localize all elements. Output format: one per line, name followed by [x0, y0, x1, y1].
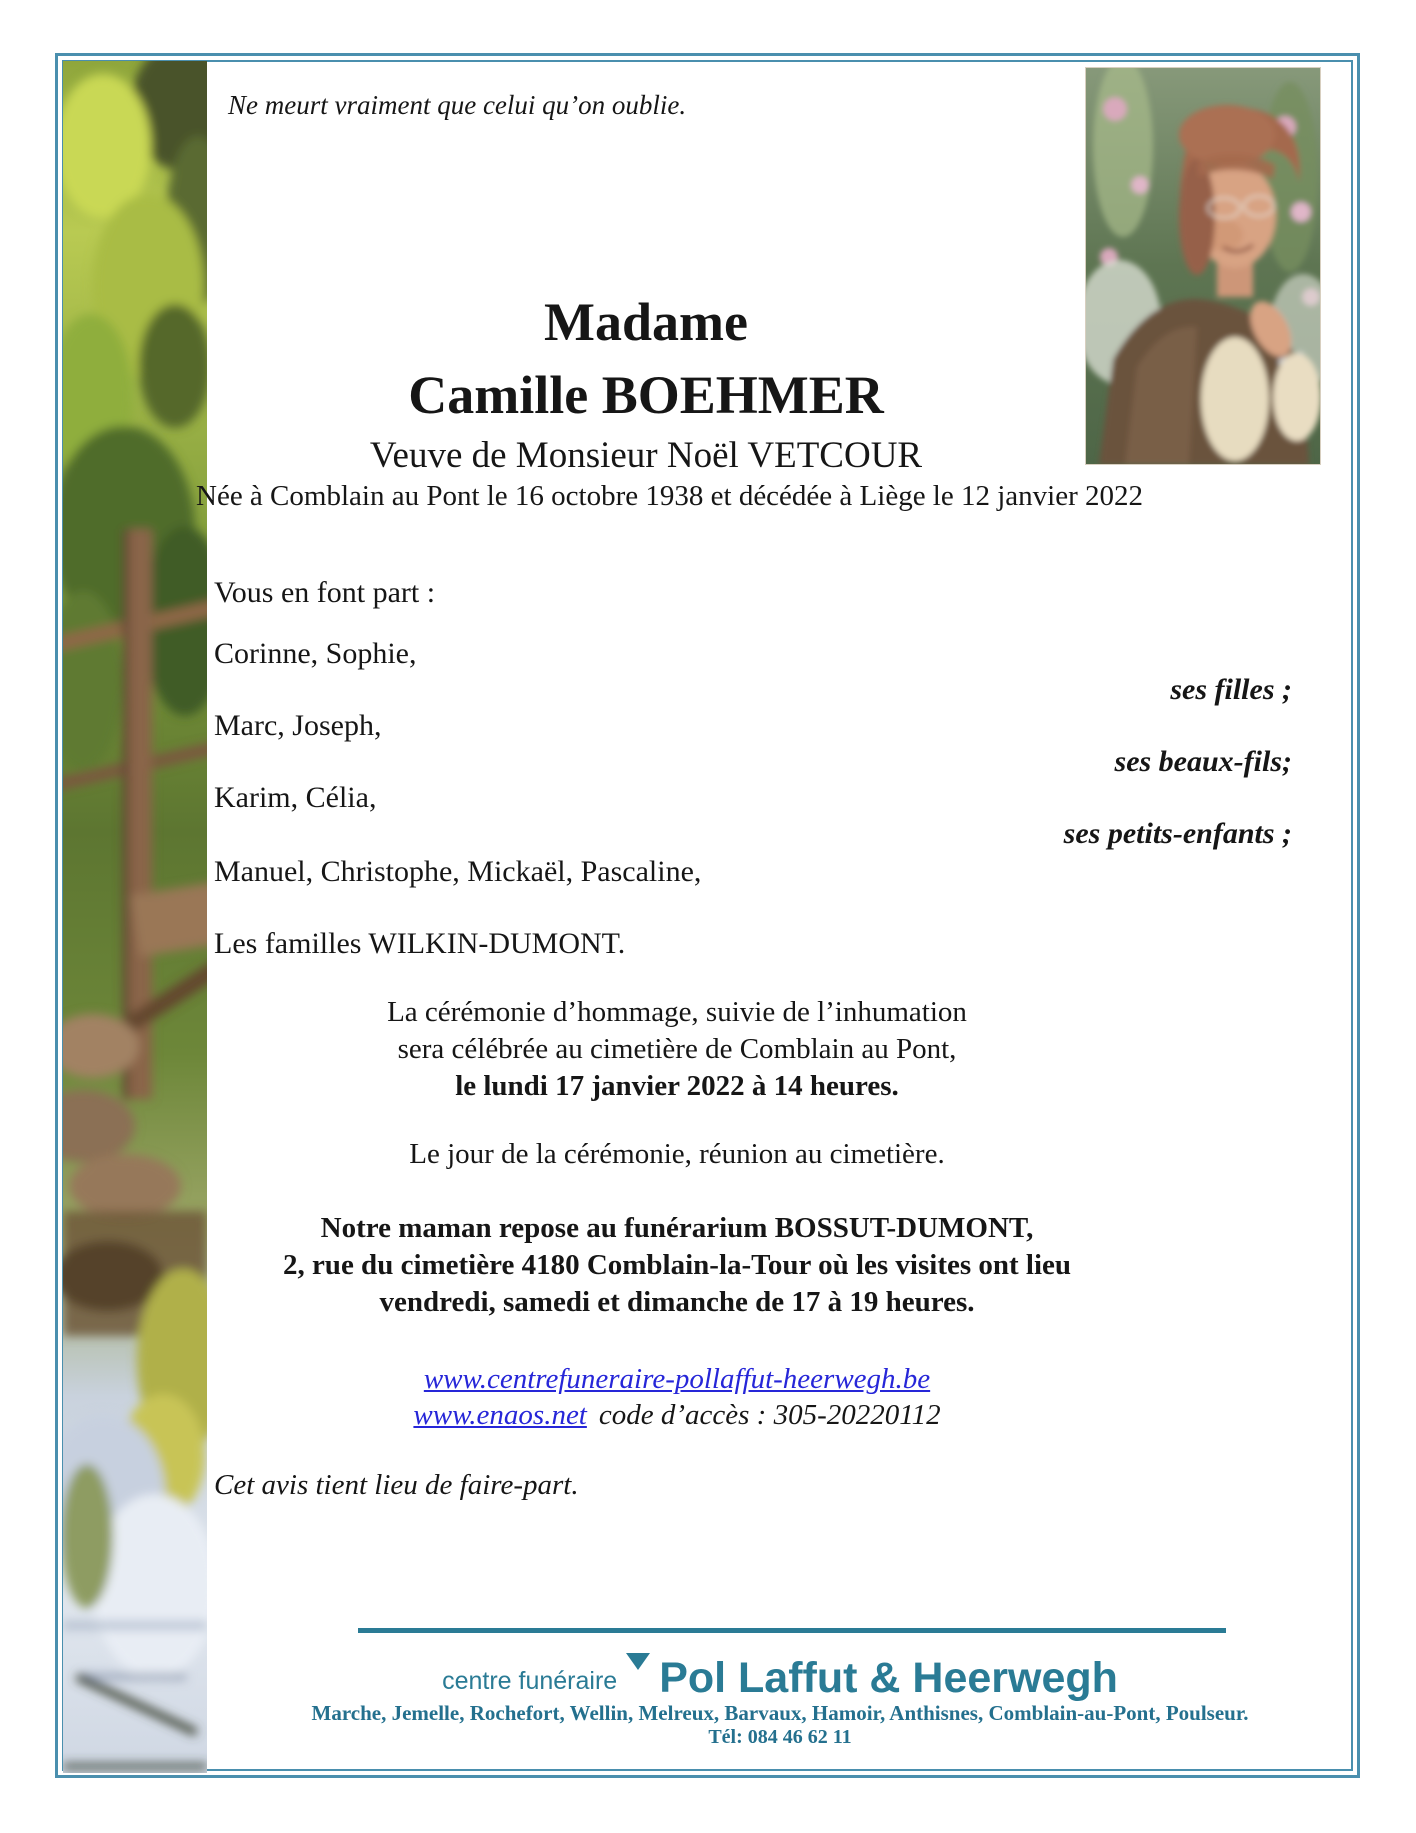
life-dates-line: Née à Comblain au Pont le 16 octobre 1938 et décédée à Liège le 12 janvier 2022: [196, 480, 1144, 512]
logo-prefix: centre funéraire: [442, 1667, 618, 1695]
nature-bridge-photo-art: [63, 61, 207, 1773]
access-code-text: code d’accès : 305-20220112: [598, 1399, 941, 1431]
footer-separator-line: [358, 1628, 1226, 1633]
ceremony-line-2: sera célébrée au cimetière de Comblain au Pont,: [397, 1033, 957, 1065]
family-names-row: Manuel, Christophe, Mickaël, Pascaline,: [214, 855, 702, 888]
family-names-row: Les familles WILKIN-DUMONT.: [214, 927, 626, 960]
notice-line: Cet avis tient lieu de faire-part.: [214, 1469, 579, 1501]
footer-locations: Marche, Jemelle, Rochefort, Wellin, Melreux, Barvaux, Hamoir, Anthisnes, Comblain-au-Pont, Poulseur.: [311, 1701, 1249, 1725]
footer-phone: Tél: 084 46 62 11: [708, 1726, 852, 1748]
ceremony-date-line: le lundi 17 janvier 2022 à 14 heures.: [455, 1070, 899, 1102]
family-names-row: Corinne, Sophie,: [214, 637, 417, 670]
relation-label: ses petits-enfants ;: [1063, 817, 1292, 850]
website-link-row-2: [207, 1399, 1147, 1432]
repose-line-3: vendredi, samedi et dimanche de 17 à 19 heures.: [379, 1286, 975, 1318]
portrait-photo-art: [1085, 67, 1321, 465]
funeral-home-logo: [207, 1650, 1353, 1700]
title-block: [207, 286, 1085, 432]
family-names-row: Karim, Célia,: [214, 781, 377, 814]
memorial-quote: Ne meurt vraiment que celui qu’on oublie.: [228, 90, 687, 120]
repose-line-2: 2, rue du cimetière 4180 Comblain-la-Tour où les visites ont lieu: [282, 1249, 1072, 1281]
triangle-down-icon: [626, 1653, 650, 1670]
ceremony-line-1: La cérémonie d’hommage, suivie de l’inhumation: [387, 996, 967, 1028]
logo-name: Pol Laffut & Heerwegh: [659, 1654, 1118, 1702]
nature-bridge-photo: [63, 61, 207, 1773]
relation-label: ses filles ;: [1170, 673, 1292, 706]
deceased-name: Camille BOEHMER: [408, 365, 884, 425]
website-link-1[interactable]: www.centrefuneraire-pollaffut-heerwegh.be: [423, 1363, 931, 1395]
portrait-photo: [1085, 67, 1321, 465]
repose-line-1: Notre maman repose au funérarium BOSSUT-DUMONT,: [320, 1212, 1034, 1244]
title-salutation: Madame: [544, 292, 748, 352]
relation-label: ses beaux-fils;: [1114, 745, 1292, 778]
widow-line: Veuve de Monsieur Noël VETCOUR: [369, 435, 923, 476]
announcement-intro: Vous en font part :: [214, 576, 436, 609]
ceremony-meeting-line: Le jour de la cérémonie, réunion au cimetière.: [409, 1138, 945, 1170]
website-link-2[interactable]: www.enaos.net: [413, 1399, 587, 1431]
family-names-row: Marc, Joseph,: [214, 709, 382, 742]
website-link-row-1: [207, 1363, 1147, 1396]
